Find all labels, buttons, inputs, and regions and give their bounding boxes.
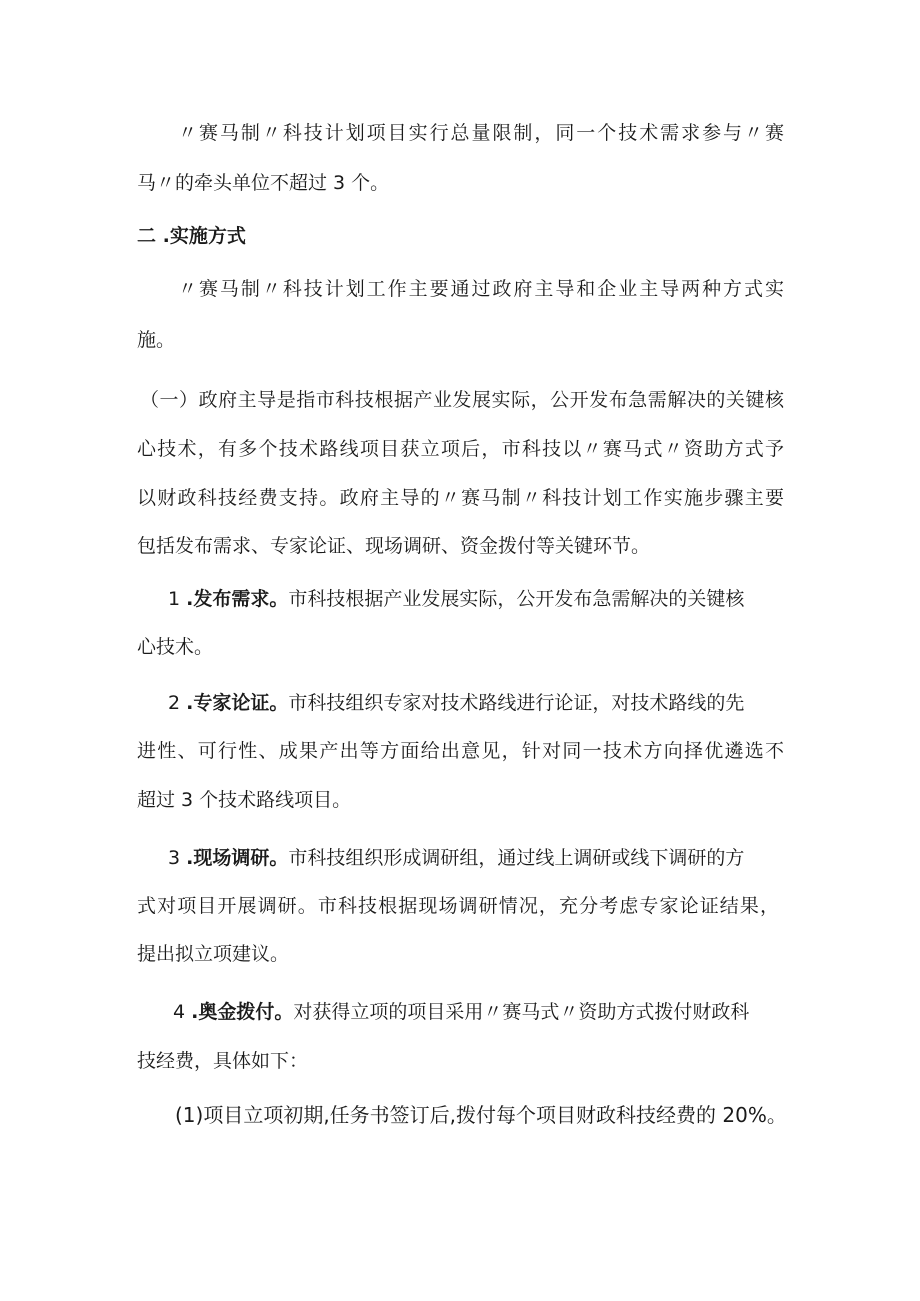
step-3-line-2: 式对项目开展调研。市科技根据现场调研情况，充分考虑专家论证结果， bbox=[137, 895, 779, 917]
paragraph-methods-line-1: 〃赛马制〃科技计划工作主要通过政府主导和企业主导两种方式实 bbox=[178, 278, 784, 300]
step-3-text: 市科技组织形成调研组，通过线上调研或线下调研的方 bbox=[288, 847, 745, 869]
section-heading-number: 二 . bbox=[137, 225, 170, 247]
step-3-title: .现场调研。 bbox=[186, 847, 289, 869]
step-2-line-3: 超过 3 个技术路线项目。 bbox=[137, 789, 352, 811]
paragraph-government-line-4: 包括发布需求、专家论证、现场调研、资金拨付等关键环节。 bbox=[137, 535, 651, 557]
paragraph-limit-line-1: 〃赛马制〃科技计划项目实行总量限制，同一个技术需求参与〃赛 bbox=[178, 122, 784, 144]
step-2-line-2: 进性、可行性、成果产出等方面给出意见，针对同一技术方向择优遴选不 bbox=[137, 740, 784, 762]
step-4-line-1 bbox=[173, 999, 784, 1025]
paragraph-government-line-1: （一）政府主导是指市科技根据产业发展实际，公开发布急需解决的关键核 bbox=[140, 389, 784, 411]
step-1-text: 市科技根据产业发展实际，公开发布急需解决的关键核 bbox=[288, 588, 745, 610]
step-1-line-1 bbox=[168, 586, 784, 612]
step-4-text: 对获得立项的项目采用〃赛马式〃资助方式拨付财政科 bbox=[293, 1001, 750, 1023]
item-1-line: (1)项目立项初期,任务书签订后,拨付每个项目财政科技经费的 20%。 bbox=[175, 1103, 787, 1127]
paragraph-government-line-2: 心技术，有多个技术路线项目获立项后，市科技以〃赛马式〃资助方式予 bbox=[137, 438, 784, 460]
step-1-title: .发布需求。 bbox=[186, 588, 289, 610]
step-4-title: .奥金拨付。 bbox=[191, 1001, 294, 1023]
step-2-line-1 bbox=[168, 690, 784, 716]
step-2-text: 市科技组织专家对技术路线进行论证，对技术路线的先 bbox=[288, 692, 745, 714]
step-3-number: 3 bbox=[168, 847, 181, 869]
step-1-line-2: 心技术。 bbox=[137, 636, 214, 658]
step-3-line-1 bbox=[168, 845, 784, 871]
step-4-number: 4 bbox=[173, 1001, 186, 1023]
section-heading-title: 实施方式 bbox=[169, 225, 246, 247]
step-4-line-2: 技经费，具体如下： bbox=[137, 1050, 309, 1072]
step-2-number: 2 bbox=[168, 692, 181, 714]
paragraph-limit-line-2: 马〃的牵头单位不超过 3 个。 bbox=[137, 172, 390, 194]
step-3-line-3: 提出拟立项建议。 bbox=[137, 943, 290, 965]
step-1-number: 1 bbox=[168, 588, 181, 610]
section-heading bbox=[137, 223, 797, 249]
paragraph-methods-line-2: 施。 bbox=[137, 329, 176, 351]
step-2-title: .专家论证。 bbox=[186, 692, 289, 714]
paragraph-government-line-3: 以财政科技经费支持。政府主导的〃赛马制〃科技计划工作实施步骤主要 bbox=[137, 487, 784, 509]
